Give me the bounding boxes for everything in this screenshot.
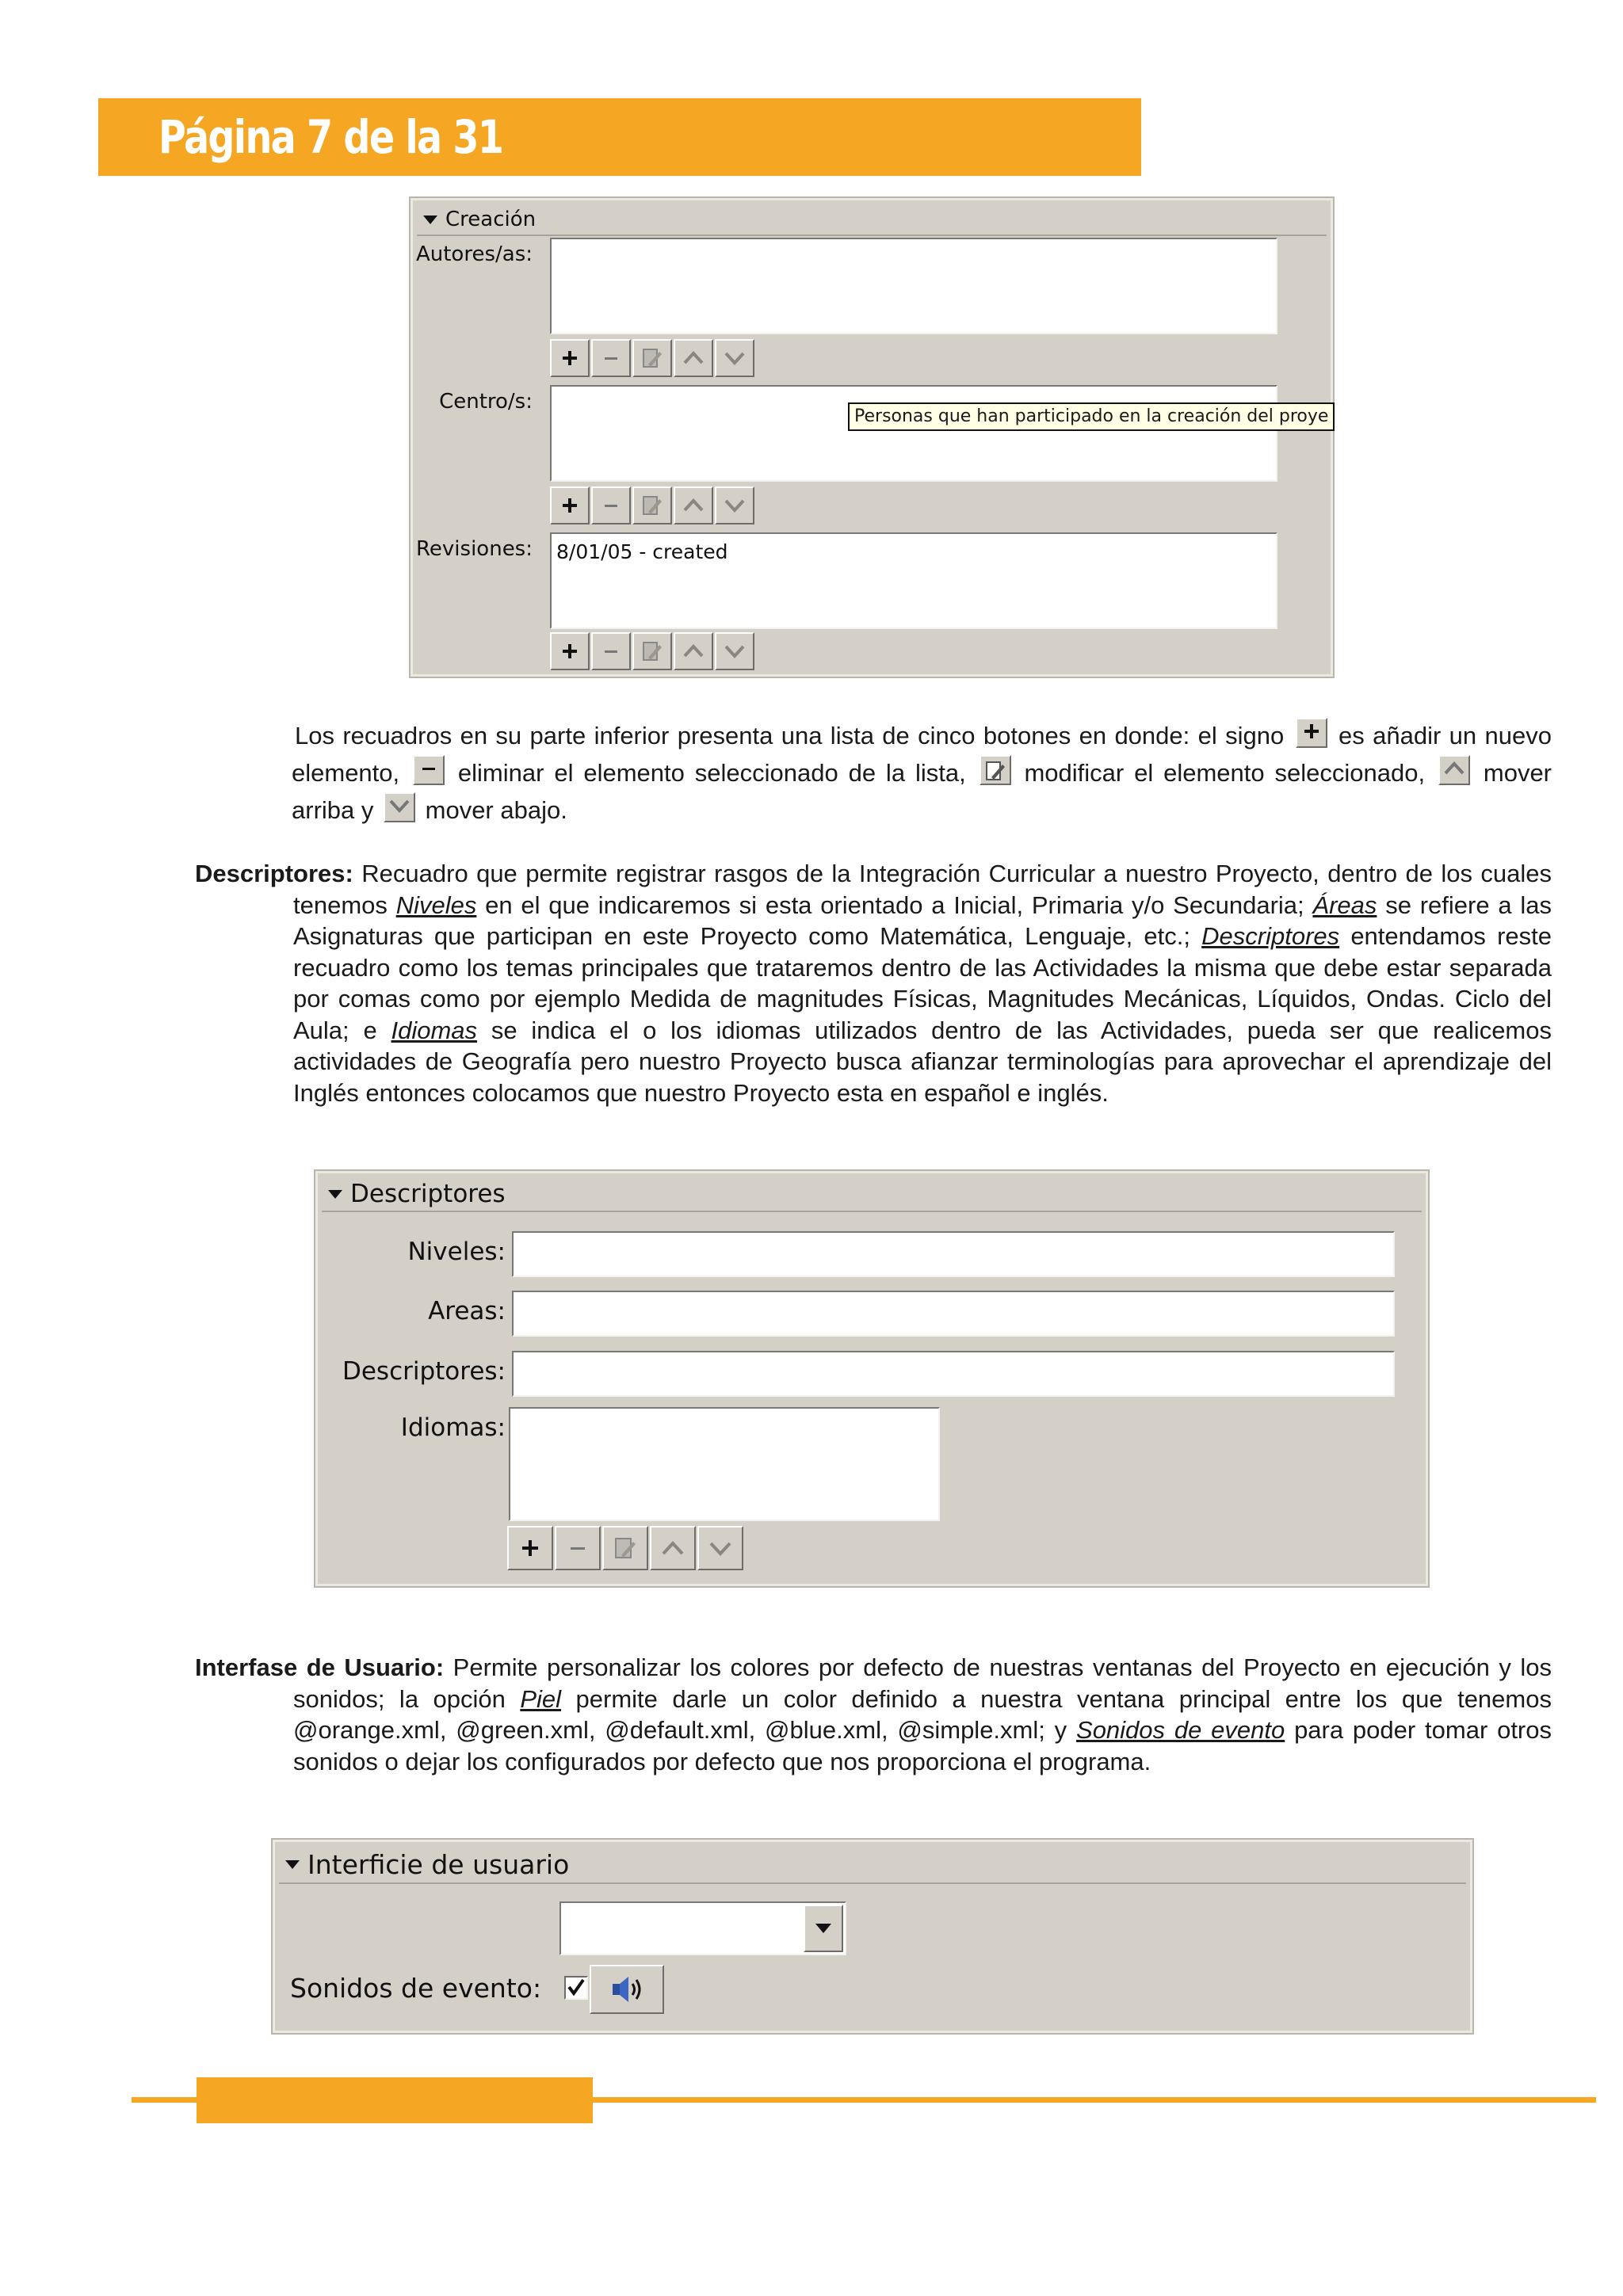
chevron-down-icon	[815, 1923, 832, 1934]
centros-list[interactable]	[550, 385, 1277, 482]
add-icon	[561, 643, 579, 660]
add-icon	[1296, 718, 1327, 748]
move-down-button[interactable]	[715, 486, 754, 524]
move-up-icon	[682, 497, 705, 514]
speaker-icon	[609, 1974, 644, 2005]
idiomas-button-row	[507, 1526, 743, 1570]
remove-icon	[602, 497, 620, 514]
sonidos-checkbox[interactable]	[564, 1976, 588, 2000]
move-up-icon	[1438, 755, 1470, 785]
autores-label: Autores/as:	[415, 242, 533, 266]
move-up-button[interactable]	[674, 632, 713, 670]
remove-button[interactable]	[591, 339, 631, 377]
add-icon	[521, 1539, 540, 1558]
edit-icon	[980, 755, 1011, 785]
interfase-heading: Interfase de Usuario:	[195, 1653, 445, 1681]
revisiones-button-row	[550, 632, 754, 670]
remove-button[interactable]	[591, 486, 631, 524]
add-button[interactable]	[550, 486, 590, 524]
interficie-panel	[271, 1838, 1474, 2035]
creacion-panel	[409, 196, 1335, 678]
sonidos-label: Sonidos de evento:	[290, 1973, 542, 2004]
descriptores-paragraph: Descriptores: Recuadro que permite registrar rasgos de la Integración Curricular a nuestro Proyecto, dentro de los cuales tenemos Niveles en el que indicaremos si esta orientado a Inicial, Primaria y/o Secundaria; Áreas se refiere a las Asignaturas que participan en este Proyecto como Matemática, Lenguaje, etc.; Descriptores entendamos reste recuadro como los temas principales que trataremos dentro de las Actividades la misma que debe estar separada por comas como por ejemplo Medida de magnitudes Físicas, Magnitudes Mecánicas, Líquidos, Ondas. Ciclo del Aula; e Idiomas se indica el o los idiomas utilizados dentro de las Actividades, pueda ser que realicemos actividades de Geografía pero nuestro Proyecto busca afianzar terminologías para aprovechar el aprendizaje del Inglés entonces colocamos que nuestro Proyecto esta en español e inglés.	[195, 860, 1552, 1107]
move-up-button[interactable]	[650, 1526, 696, 1570]
niveles-input[interactable]	[512, 1231, 1395, 1277]
remove-button[interactable]	[591, 632, 631, 670]
move-up-button[interactable]	[674, 339, 713, 377]
buttons-explanation-paragraph: Los recuadros en su parte inferior presenta una lista de cinco botones en donde: el signo es añadir un nuevo elemento, eliminar el elemento seleccionado de la lista, modificar el elemento seleccionado, mover arriba y mover abajo.	[292, 717, 1552, 829]
add-button[interactable]	[550, 339, 590, 377]
move-up-icon	[682, 643, 705, 660]
checkmark-icon	[566, 1978, 586, 1998]
descriptores-label: Descriptores:	[342, 1357, 506, 1386]
collapse-triangle-icon[interactable]	[423, 215, 437, 224]
sonidos-term: Sonidos de evento	[1076, 1716, 1285, 1744]
idiomas-term: Idiomas	[391, 1016, 478, 1044]
edit-icon	[614, 1536, 636, 1560]
remove-icon	[602, 643, 620, 660]
descriptores-input[interactable]	[512, 1351, 1395, 1397]
add-icon	[561, 497, 579, 514]
move-down-icon	[384, 792, 415, 822]
remove-icon	[568, 1539, 587, 1558]
niveles-term: Niveles	[395, 891, 477, 919]
page-title: Página 7 de la 31	[158, 110, 503, 164]
edit-icon	[642, 347, 663, 369]
descriptores-panel	[314, 1169, 1430, 1588]
sonidos-config-button[interactable]	[590, 1965, 664, 2014]
interficie-panel-header[interactable]	[279, 1846, 1466, 1884]
revisiones-list[interactable]	[550, 532, 1277, 629]
piel-term: Piel	[520, 1684, 562, 1713]
move-down-icon	[708, 1539, 732, 1558]
areas-input[interactable]	[512, 1291, 1395, 1337]
move-up-button[interactable]	[674, 486, 713, 524]
move-down-icon	[724, 497, 746, 514]
remove-icon	[413, 755, 445, 785]
edit-button[interactable]	[632, 339, 672, 377]
piel-select[interactable]	[559, 1901, 846, 1955]
descriptores-panel-header[interactable]	[322, 1177, 1422, 1212]
footer-accent-box	[197, 2077, 593, 2123]
move-down-button[interactable]	[715, 339, 754, 377]
remove-button[interactable]	[555, 1526, 601, 1570]
interfase-paragraph: Interfase de Usuario: Permite personalizar los colores por defecto de nuestras ventanas del Proyecto en ejecución y los sonidos; la opción Piel permite darle un color definido a nuestra ventana principal entre los que tenemos @orange.xml, @green.xml, @default.xml, @blue.xml, @simple.xml; y Sonidos de evento para poder tomar otros sonidos o dejar los configurados por defecto que nos proporciona el programa.	[195, 1653, 1552, 1775]
move-down-icon	[724, 349, 746, 367]
move-up-icon	[682, 349, 705, 367]
collapse-triangle-icon[interactable]	[328, 1190, 342, 1199]
centros-label: Centro/s:	[439, 390, 533, 414]
move-down-icon	[724, 643, 746, 660]
edit-icon	[642, 494, 663, 517]
edit-button[interactable]	[632, 632, 672, 670]
areas-term: Áreas	[1312, 891, 1377, 919]
piel-dropdown-button[interactable]	[804, 1905, 843, 1952]
edit-icon	[642, 640, 663, 662]
tooltip: Personas que han participado en la creación del proye	[848, 402, 1335, 431]
add-button[interactable]	[507, 1526, 553, 1570]
areas-label: Areas:	[428, 1297, 506, 1325]
creacion-panel-title: Creación	[445, 208, 537, 231]
add-icon	[561, 349, 579, 367]
collapse-triangle-icon[interactable]	[285, 1860, 300, 1869]
niveles-label: Niveles:	[407, 1238, 506, 1266]
centros-button-row	[550, 486, 754, 524]
interficie-panel-title: Interficie de usuario	[307, 1848, 570, 1880]
idiomas-list[interactable]	[509, 1407, 940, 1521]
move-down-button[interactable]	[697, 1526, 743, 1570]
add-button[interactable]	[550, 632, 590, 670]
edit-button[interactable]	[632, 486, 672, 524]
creacion-panel-header[interactable]	[417, 204, 1327, 236]
descriptores-heading: Descriptores:	[195, 860, 353, 887]
revisiones-label: Revisiones:	[416, 537, 533, 561]
edit-button[interactable]	[602, 1526, 648, 1570]
descriptores-panel-title: Descriptores	[350, 1180, 506, 1208]
revision-item[interactable]: 8/01/05 - created	[556, 540, 728, 563]
remove-icon	[602, 349, 620, 367]
move-down-button[interactable]	[715, 632, 754, 670]
idiomas-label: Idiomas:	[400, 1413, 506, 1442]
move-up-icon	[661, 1539, 685, 1558]
descriptores-term: Descriptores	[1201, 922, 1340, 950]
autores-list[interactable]	[550, 238, 1277, 334]
autores-button-row	[550, 339, 754, 377]
